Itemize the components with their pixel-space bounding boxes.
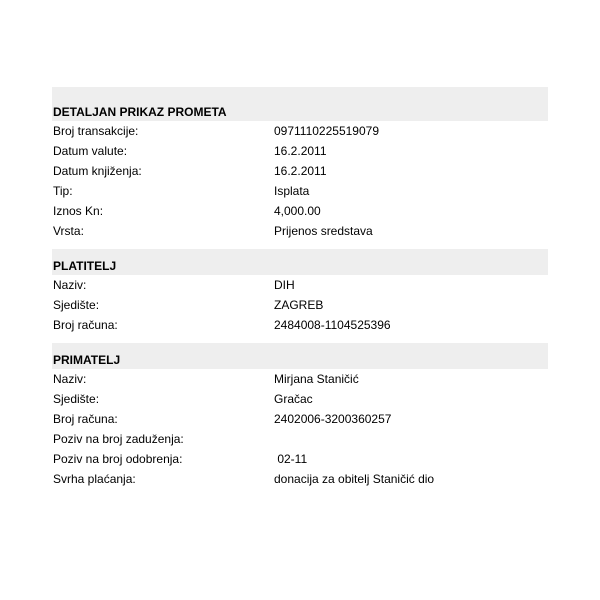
field-row-booking-date bbox=[52, 161, 548, 181]
field-label: Poziv na broj zaduženja: bbox=[53, 432, 184, 446]
section-title: DETALJAN PRIKAZ PROMETA bbox=[52, 87, 548, 121]
field-label: Broj računa: bbox=[53, 318, 118, 332]
section-spacer bbox=[52, 241, 548, 249]
field-label: Iznos Kn: bbox=[53, 204, 104, 218]
field-row-type bbox=[52, 181, 548, 201]
section-title: PRIMATELJ bbox=[52, 343, 548, 369]
field-value: Prijenos sredstava bbox=[274, 224, 373, 238]
field-value: 16.2.2011 bbox=[274, 164, 327, 178]
field-row-payer-name bbox=[52, 275, 548, 295]
field-value: Gračac bbox=[274, 392, 313, 406]
field-row-credit-reference bbox=[52, 449, 548, 469]
field-label: Svrha plaćanja: bbox=[53, 472, 136, 486]
field-value: Mirjana Staničić bbox=[274, 372, 359, 386]
field-row-value-date bbox=[52, 141, 548, 161]
field-label: Sjedište: bbox=[53, 298, 100, 312]
section-payer bbox=[52, 249, 548, 335]
field-value: 02-11 bbox=[274, 452, 308, 466]
field-row-recipient-name bbox=[52, 369, 548, 389]
field-row-payment-purpose bbox=[52, 469, 548, 489]
field-label: Naziv: bbox=[53, 372, 87, 386]
field-label: Broj računa: bbox=[53, 412, 118, 426]
field-row-payer-account bbox=[52, 315, 548, 335]
transaction-detail-document bbox=[52, 87, 548, 489]
field-value: 2484008-1104525396 bbox=[274, 318, 391, 332]
field-value: DIH bbox=[274, 278, 295, 292]
field-label: Naziv: bbox=[53, 278, 87, 292]
field-value: Isplata bbox=[274, 184, 310, 198]
field-value: ZAGREB bbox=[274, 298, 324, 312]
field-value: 0971110225519079 bbox=[274, 124, 379, 138]
field-label: Broj transakcije: bbox=[53, 124, 139, 138]
field-value: 16.2.2011 bbox=[274, 144, 327, 158]
field-value: 4,000.00 bbox=[274, 204, 321, 218]
field-label: Datum valute: bbox=[53, 144, 128, 158]
field-label: Sjedište: bbox=[53, 392, 100, 406]
field-row-recipient-account bbox=[52, 409, 548, 429]
field-row-kind bbox=[52, 221, 548, 241]
section-recipient bbox=[52, 343, 548, 489]
field-label: Datum knjiženja: bbox=[53, 164, 142, 178]
section-spacer bbox=[52, 335, 548, 343]
section-transaction-details bbox=[52, 87, 548, 241]
field-row-transaction-number bbox=[52, 121, 548, 141]
field-value: 2402006-3200360257 bbox=[274, 412, 392, 426]
section-title: PLATITELJ bbox=[52, 249, 548, 275]
field-label: Tip: bbox=[53, 184, 73, 198]
field-label: Vrsta: bbox=[53, 224, 84, 238]
field-label: Poziv na broj odobrenja: bbox=[53, 452, 183, 466]
field-row-payer-seat bbox=[52, 295, 548, 315]
field-row-amount bbox=[52, 201, 548, 221]
field-row-recipient-seat bbox=[52, 389, 548, 409]
field-row-debit-reference bbox=[52, 429, 548, 449]
field-value: donacija za obitelj Staničić dio bbox=[274, 472, 435, 486]
